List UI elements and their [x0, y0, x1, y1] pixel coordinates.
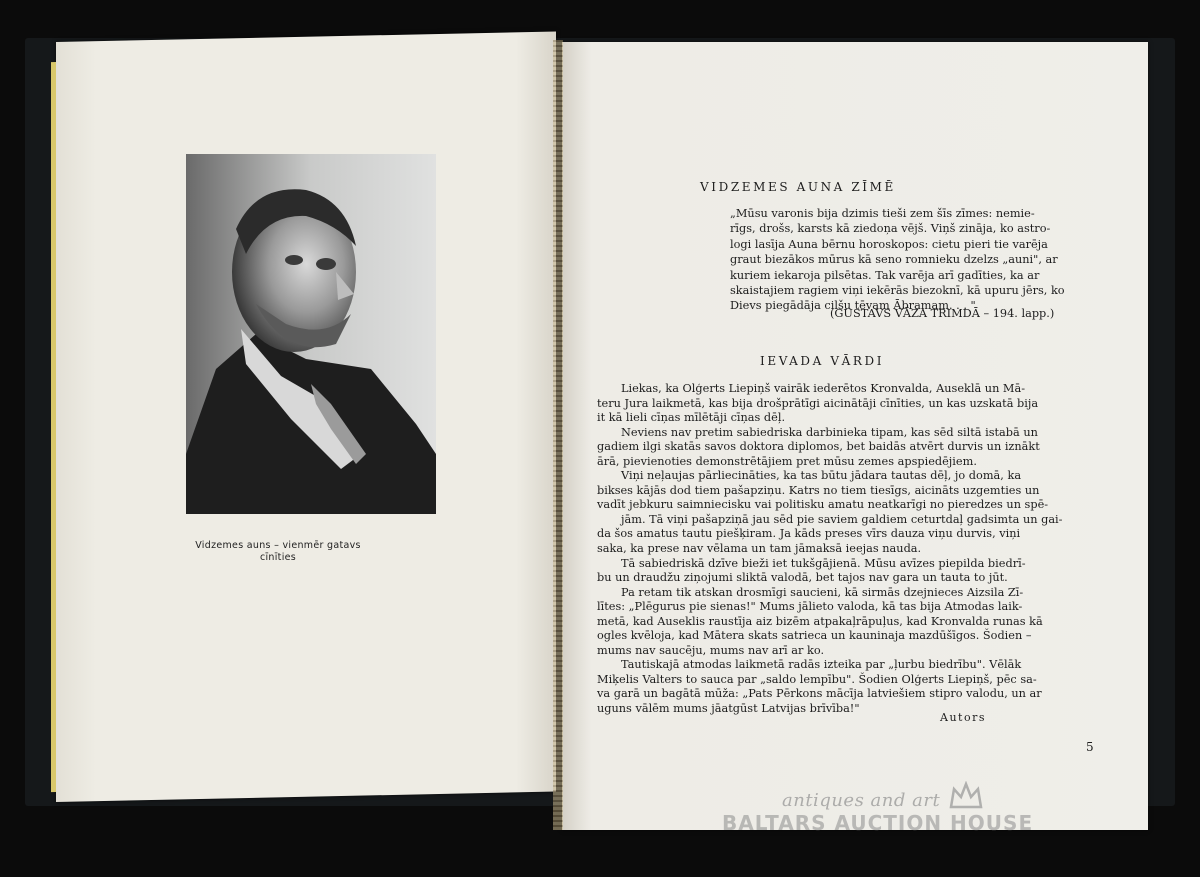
body-line: lītes: „Plēgurus pie sienas!" Mums jālieto valoda, kā tas bija Atmodas laik-: [597, 600, 1023, 614]
watermark-main-text: BALTARS AUCTION HOUSE: [722, 811, 1034, 835]
epigraph-line: rīgs, drošs, karsts kā ziedoņa vējš. Viņš zināja, ko astro-: [730, 222, 1051, 236]
epigraph-heading: VIDZEMES AUNA ZĪMĒ: [700, 180, 896, 194]
body-line: uguns vālēm mums jāatgūst Latvijas brīvība!": [597, 702, 860, 716]
body-line: bikses kājās dod tiem pašapziņu. Katrs no tiem tiesīgs, aicināts uzgemties un: [597, 483, 1040, 497]
body-line: va garā un bagātā mūža: „Pats Pērkons mācīja latviešiem stipro valodu, un ar: [597, 687, 1042, 701]
epigraph-attribution: (GUSTAVS VĀZA TRIMDĀ – 194. lapp.): [830, 307, 1055, 320]
watermark-script-text: antiques and art: [782, 790, 941, 811]
intro-body-text: [597, 382, 1097, 717]
intro-heading: IEVADA VĀRDI: [760, 354, 885, 368]
caption-line: cīnīties: [259, 552, 297, 563]
body-line: Liekas, ka Olģerts Liepiņš vairāk iederētos Kronvalda, Auseklā un Mā-: [621, 382, 1026, 395]
epigraph-line: logi lasīja Auna bērnu horoskopos: cietu pieri tie varēja: [730, 237, 1048, 251]
author-signature: Autors: [940, 711, 986, 724]
body-line: it kā lieli cīņas mīlētāji cīņas dēļ.: [597, 411, 786, 425]
body-line: vadīt jebkuru saimniecisku vai politisku amatu neatkarīgi no pieredzes un spē-: [597, 498, 1049, 512]
body-line: ogles kvēloja, kad Mātera skats satrieca un kauninaja mazdūšīgos. Šodien –: [597, 629, 1032, 643]
photo-caption: [186, 540, 370, 564]
body-line: Viņi neļaujas pārliecināties, ka tas būtu jādara tautas dēļ, jo domā, ka: [621, 469, 1022, 483]
epigraph-line: „Mūsu varonis bija dzimis tieši zem šīs zīmes: nemie-: [730, 207, 1035, 220]
body-line: bu un draudžu ziņojumi sliktā valodā, bet tajos nav gara un tauta to jūt.: [597, 571, 1008, 585]
epigraph-line: kuriem iekaroja pilsētas. Tak varēja arī gadīties, ka ar: [730, 268, 1040, 282]
epigraph-line: skaistajiem ragiem viņi iekērās biezoknī, kā upuru jērs, ko: [730, 284, 1065, 298]
body-line: Neviens nav pretim sabiedriska darbinieka tipam, kas sēd siltā istabā un: [621, 425, 1038, 439]
body-line: Tautiskajā atmodas laikmetā radās izteika par „ļurbu biedrību". Vēlāk: [621, 658, 1022, 672]
page-number: 5: [1086, 740, 1094, 754]
caption-line: Vidzemes auns – vienmēr gatavs: [195, 540, 361, 551]
body-line: jām. Tā viņi pašapziņā jau sēd pie saviem galdiem ceturtdaļ gadsimta un gai-: [621, 512, 1063, 526]
body-line: teru Jura laikmetā, kas bija drošprātīgi aicinātāji cīnīties, un kas uzskatā bija: [597, 396, 1039, 410]
epigraph-line: graut biezākos mūrus kā seno romnieku dzelzs „auni", ar: [730, 253, 1058, 267]
body-line: saka, ka prese nav vēlama un tam jāmaksā ieejas nauda.: [597, 542, 922, 556]
epigraph-line: Dievs piegādāja cilšu tēvam Ābramam. . . ": [730, 299, 976, 313]
body-line: metā, kad Auseklis raustīja aiz bizēm atpakaļrāpuļus, kad Kronvalda runas kā: [597, 614, 1043, 628]
body-line: da šos amatus tautu piešķiram. Ja kāds preses vīrs dauza viņu durvis, viņi: [597, 527, 1021, 541]
body-line: gadiem ilgi skatās savos doktora diplomos, bet baidās atvērt durvis un iznākt: [597, 440, 1040, 454]
spine-binding-thread: [553, 40, 563, 830]
epigraph-quote: [730, 206, 1096, 314]
body-line: Pa retam tik atskan drosmīgi saucieni, kā sirmās dzejnieces Aizsila Zī-: [621, 585, 1024, 599]
body-line: Tā sabiedriskā dzīve bieži iet tukšgājienā. Mūsu avīzes piepilda biedrī-: [621, 556, 1026, 570]
body-line: mums nav saucēju, mums nav arī ar ko.: [597, 643, 825, 657]
portrait-photo: [186, 154, 436, 514]
body-line: Miķelis Valters to sauca par „saldo lempību". Šodien Olģerts Liepiņš, pēc sa-: [597, 672, 1037, 686]
body-line: ārā, pievienoties demonstrētājiem pret mūsu zemes apspiedējiem.: [597, 454, 977, 468]
